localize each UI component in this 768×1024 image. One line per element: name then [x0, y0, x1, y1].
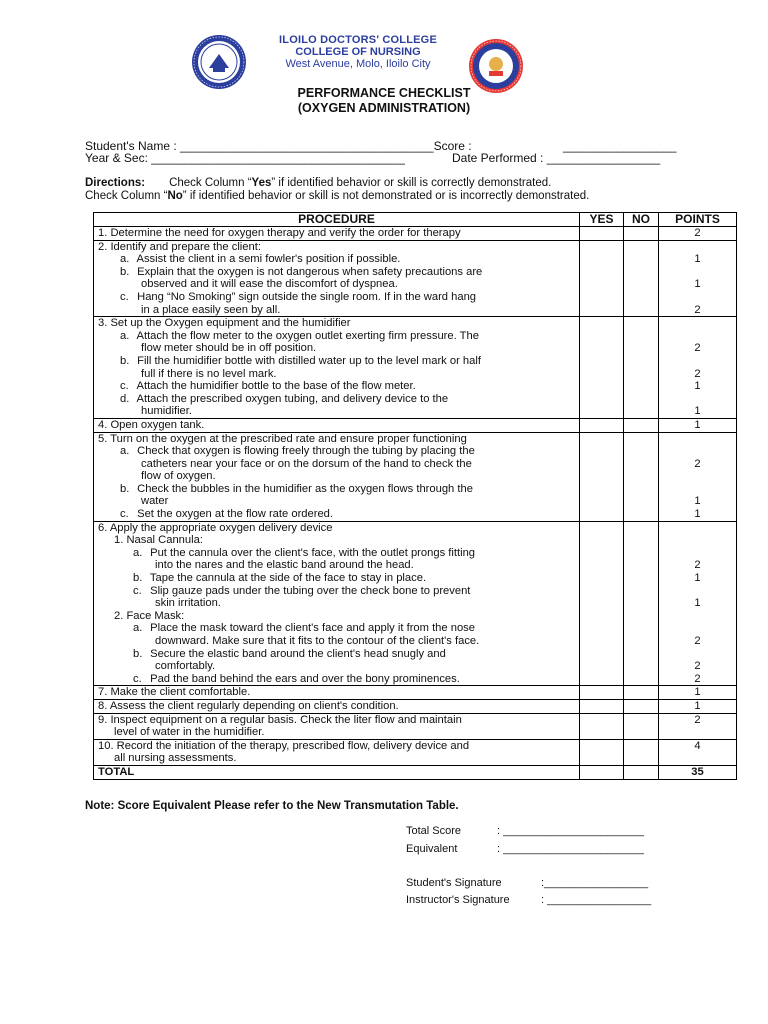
procedure-line [98, 227, 575, 240]
procedure-text: 6. Apply the appropriate oxygen delivery device [98, 521, 333, 534]
procedure-text: Slip gauze pads under the tubing over the check bone to prevent [150, 584, 471, 597]
procedure-line [98, 368, 575, 381]
total-row [94, 765, 737, 779]
directions-label: Directions: [85, 177, 146, 189]
points-value: 2 [694, 635, 701, 647]
yes-checkbox-cell[interactable] [580, 227, 624, 241]
procedure-text: Fill the humidifier bottle with distilled water up to the level mark or half [137, 354, 481, 367]
procedure-text: full if there is no level mark. [141, 367, 277, 380]
points-cell [659, 713, 737, 739]
procedure-line [98, 610, 575, 623]
procedure-cell [94, 317, 580, 419]
step-marker: a. [120, 329, 130, 342]
points-value: 1 [694, 597, 701, 610]
procedure-line [98, 291, 575, 304]
points-value [663, 355, 732, 368]
procedure-text: Assist the client in a semi fowler's position if possible. [136, 253, 401, 266]
procedure-cell [94, 418, 580, 432]
procedure-cell [94, 713, 580, 739]
yes-checkbox-cell[interactable] [580, 739, 624, 765]
points-cell [659, 686, 737, 700]
procedure-line [98, 700, 575, 713]
yes-checkbox-cell[interactable] [580, 418, 624, 432]
table-header-row [94, 213, 737, 227]
no-checkbox-cell[interactable] [624, 739, 659, 765]
procedure-text: 5. Turn on the oxygen at the prescribed rate and ensure proper functioning [98, 432, 467, 445]
points-value: 1 [694, 699, 701, 712]
instructor-signature-label: Instructor's Signature [406, 894, 510, 906]
procedure-text: Attach the prescribed oxygen tubing, and delivery device to the [136, 392, 449, 405]
points-value [663, 610, 732, 623]
points-cell [659, 521, 737, 686]
directions-text: ” if identified behavior or skill is correctly demonstrated. [271, 177, 552, 189]
header [0, 34, 768, 90]
points-value: 2 [694, 672, 701, 685]
points-value: 2 [694, 559, 701, 572]
procedure-text: 8. Assess the client regularly depending on client's condition. [98, 699, 399, 712]
yes-checkbox-cell[interactable] [580, 686, 624, 700]
directions-text: Check Column “ [169, 177, 252, 189]
college-seal-icon [191, 34, 247, 90]
points-value [663, 534, 732, 547]
total-score-field[interactable]: : _______________________ [497, 825, 644, 837]
points-value: 1 [694, 405, 701, 418]
procedure-line [98, 380, 575, 393]
step-marker: b. [120, 482, 130, 495]
no-checkbox-cell[interactable] [624, 686, 659, 700]
yes-checkbox-cell[interactable] [580, 713, 624, 739]
procedure-text: 3. Set up the Oxygen equipment and the humidifier [98, 317, 351, 330]
no-checkbox-cell[interactable] [624, 713, 659, 739]
table-row [94, 227, 737, 241]
procedure-text: 7. Make the client comfortable. [98, 686, 251, 699]
procedure-line [98, 673, 575, 686]
step-marker: a. [133, 622, 143, 635]
step-marker: a. [120, 445, 130, 458]
procedure-line [98, 726, 575, 739]
step-marker: a. [133, 546, 143, 559]
total-points: 35 [659, 765, 737, 779]
points-value [663, 330, 732, 343]
directions-yes: Yes [251, 177, 272, 189]
procedure-text: Pad the band behind the ears and over the bony prominences. [150, 672, 460, 685]
header-no: NO [624, 213, 659, 227]
procedure-text: Hang “No Smoking” sign outside the single room. If in the ward hang [137, 290, 477, 303]
procedure-line [98, 622, 575, 635]
procedure-text: observed and it will ease the discomfort of dyspnea. [141, 278, 398, 291]
table-row [94, 686, 737, 700]
points-value: 4 [694, 739, 701, 752]
procedure-line [98, 740, 575, 753]
procedure-cell [94, 699, 580, 713]
note-text: Note: Score Equivalent Please refer to the New Transmutation Table. [85, 800, 459, 812]
step-marker: c. [120, 290, 129, 303]
procedure-line [98, 572, 575, 585]
points-value [663, 445, 732, 458]
points-value [663, 522, 732, 535]
points-value [663, 317, 732, 330]
procedure-text: Explain that the oxygen is not dangerous when safety precautions are [137, 265, 483, 278]
step-marker: c. [120, 508, 129, 521]
points-value: 1 [694, 380, 701, 393]
procedure-text: humidifier. [141, 405, 192, 418]
procedure-text: 10. Record the initiation of the therapy, prescribed flow, delivery device and [98, 739, 470, 752]
step-marker: a. [120, 253, 130, 266]
directions-no: No [167, 190, 183, 202]
points-value: 2 [694, 660, 701, 673]
total-score-label: Total Score [406, 825, 462, 837]
points-value [663, 752, 732, 765]
procedure-line [98, 534, 575, 547]
table-row [94, 521, 737, 686]
step-marker: b. [120, 265, 130, 278]
points-value [663, 266, 732, 279]
table-row [94, 432, 737, 521]
points-value [663, 291, 732, 304]
institution-block [248, 34, 468, 70]
procedure-text: 1. Nasal Cannula: [114, 534, 203, 547]
step-marker: c. [133, 584, 142, 597]
procedure-cell [94, 686, 580, 700]
checklist-table [93, 212, 737, 780]
procedure-line [98, 547, 575, 560]
procedure-text: 2. Face Mask: [114, 609, 185, 622]
college-seal-logo [191, 34, 247, 90]
points-cell [659, 317, 737, 419]
no-checkbox-cell[interactable] [624, 432, 659, 521]
points-value [663, 648, 732, 661]
procedure-text: 9. Inspect equipment on a regular basis. Check the liter flow and maintain [98, 713, 462, 726]
points-value: 1 [694, 572, 701, 585]
points-cell [659, 227, 737, 241]
procedure-text: 1. Determine the need for oxygen therapy and verify the order for therapy [98, 227, 461, 239]
procedure-text: into the nares and the elastic band around the head. [155, 559, 414, 572]
procedure-text: Check the bubbles in the humidifier as the oxygen flows through the [137, 482, 473, 495]
procedure-line [98, 585, 575, 598]
table-row [94, 240, 737, 317]
header-points: POINTS [659, 213, 737, 227]
procedure-line [98, 635, 575, 648]
points-cell [659, 432, 737, 521]
procedure-line [98, 686, 575, 699]
student-signature-field[interactable]: :_________________ [541, 877, 649, 889]
yes-checkbox-cell[interactable] [580, 240, 624, 317]
points-value: 1 [694, 686, 701, 699]
address: West Avenue, Molo, Iloilo City [285, 58, 431, 70]
procedure-text: all nursing assessments. [114, 752, 237, 765]
procedure-text: in a place easily seen by all. [141, 303, 281, 316]
points-value [663, 393, 732, 406]
directions-line-2 [85, 190, 589, 203]
procedure-line [98, 433, 575, 446]
header-procedure: PROCEDURE [94, 213, 580, 227]
procedure-line [98, 660, 575, 673]
procedure-line [98, 355, 575, 368]
table-row [94, 713, 737, 739]
procedure-text: Put the cannula over the client's face, with the outlet prongs fitting [150, 546, 476, 559]
directions-line-1 [85, 177, 551, 190]
page-subtitle: (OXYGEN ADMINISTRATION) [297, 101, 471, 115]
yes-checkbox-cell[interactable] [580, 432, 624, 521]
table-row [94, 739, 737, 765]
procedure-line [98, 483, 575, 496]
procedure-line [98, 419, 575, 432]
procedure-text: Attach the flow meter to the oxygen outlet exerting firm pressure. The [136, 329, 479, 342]
procedure-text: 4. Open oxygen tank. [98, 418, 205, 431]
student-signature-label: Student's Signature [406, 877, 502, 889]
directions-text: Check Column “ [85, 190, 168, 202]
step-marker: c. [120, 380, 129, 393]
directions-text: ” if identified behavior or skill is not demonstrated or is incorrectly demonstrated. [182, 190, 590, 202]
points-value: 2 [694, 457, 701, 470]
header-yes: YES [580, 213, 624, 227]
points-value: 2 [694, 342, 701, 355]
procedure-line [98, 445, 575, 458]
page-title: PERFORMANCE CHECKLIST [297, 86, 471, 100]
points-cell [659, 240, 737, 317]
instructor-signature-field[interactable]: : _________________ [541, 894, 652, 906]
points-value [663, 483, 732, 496]
points-value: 2 [694, 227, 701, 239]
yes-checkbox-cell[interactable] [580, 521, 624, 686]
points-value [663, 585, 732, 598]
procedure-cell [94, 521, 580, 686]
procedure-line [98, 458, 575, 471]
no-checkbox-cell [624, 765, 659, 779]
points-value [663, 241, 732, 254]
procedure-text: water [141, 495, 169, 508]
college-name: COLLEGE OF NURSING [295, 46, 421, 58]
procedure-text: Set the oxygen at the flow rate ordered. [137, 508, 334, 521]
points-cell [659, 699, 737, 713]
procedure-line [98, 405, 575, 418]
points-cell [659, 418, 737, 432]
procedure-line [98, 752, 575, 765]
procedure-line [98, 495, 575, 508]
procedure-text: Attach the humidifier bottle to the base of the flow meter. [136, 380, 416, 393]
procedure-line [98, 317, 575, 330]
points-value: 1 [694, 418, 701, 431]
points-value [663, 622, 732, 635]
institution-name: ILOILO DOCTORS' COLLEGE [279, 34, 437, 46]
procedure-text: Check that oxygen is flowing freely through the tubing by placing the [137, 445, 475, 458]
procedure-cell [94, 240, 580, 317]
points-cell [659, 739, 737, 765]
procedure-text: Place the mask toward the client's face and apply it from the nose [150, 622, 475, 635]
yes-checkbox-cell [580, 765, 624, 779]
points-value: 2 [694, 367, 701, 380]
table-row [94, 317, 737, 419]
points-value: 2 [694, 303, 701, 316]
yes-checkbox-cell[interactable] [580, 699, 624, 713]
procedure-line [98, 342, 575, 355]
procedure-line [98, 597, 575, 610]
points-value: 1 [694, 278, 701, 291]
procedure-line [98, 241, 575, 254]
procedure-text: catheters near your face or on the dorsum of the hand to check the [141, 457, 472, 470]
step-marker: c. [133, 672, 142, 685]
step-marker: b. [133, 572, 143, 585]
no-checkbox-cell[interactable] [624, 227, 659, 241]
step-marker: b. [120, 354, 130, 367]
procedure-text: Secure the elastic band around the client's head snugly and [150, 647, 446, 660]
procedure-cell [94, 432, 580, 521]
points-value: 1 [694, 253, 701, 266]
yes-checkbox-cell[interactable] [580, 317, 624, 419]
procedure-line [98, 559, 575, 572]
procedure-line [98, 508, 575, 521]
procedure-text: skin irritation. [155, 597, 221, 610]
no-checkbox-cell[interactable] [624, 699, 659, 713]
student-name-field[interactable]: Student's Name : ______________________________________Score : [85, 139, 472, 153]
points-value [663, 433, 732, 446]
equivalent-field[interactable]: : _______________________ [497, 843, 644, 855]
year-sec-field[interactable]: Year & Sec: ______________________________________ [85, 151, 405, 165]
procedure-line [98, 393, 575, 406]
equivalent-label: Equivalent [406, 843, 458, 855]
procedure-line [98, 253, 575, 266]
procedure-line [98, 522, 575, 535]
score-field[interactable]: _________________ [563, 139, 677, 153]
procedure-text: 2. Identify and prepare the client: [98, 240, 261, 253]
procedure-text: flow of oxygen. [141, 470, 216, 483]
no-checkbox-cell[interactable] [624, 240, 659, 317]
points-value [663, 726, 732, 739]
step-marker: b. [133, 647, 143, 660]
procedure-line [98, 278, 575, 291]
points-value: 1 [694, 495, 701, 508]
procedure-text: Tape the cannula at the side of the face to stay in place. [149, 572, 427, 585]
procedure-line [98, 648, 575, 661]
procedure-line [98, 266, 575, 279]
procedure-text: level of water in the humidifier. [114, 726, 265, 739]
points-value [663, 547, 732, 560]
procedure-line [98, 714, 575, 727]
total-label: TOTAL [94, 765, 580, 779]
points-value: 1 [694, 508, 701, 521]
step-marker: d. [120, 392, 130, 405]
no-checkbox-cell[interactable] [624, 521, 659, 686]
table-row [94, 699, 737, 713]
no-checkbox-cell[interactable] [624, 418, 659, 432]
procedure-line [98, 470, 575, 483]
procedure-text: downward. Make sure that it fits to the contour of the client's face. [155, 635, 480, 647]
procedure-text: comfortably. [155, 660, 216, 673]
date-performed-field[interactable]: Date Performed : _________________ [452, 151, 661, 165]
procedure-text: flow meter should be in off position. [141, 342, 317, 355]
no-checkbox-cell[interactable] [624, 317, 659, 419]
table-row [94, 418, 737, 432]
procedure-cell [94, 227, 580, 241]
procedure-line [98, 304, 575, 317]
procedure-cell [94, 739, 580, 765]
procedure-line [98, 330, 575, 343]
points-value: 2 [694, 713, 701, 726]
points-value [663, 470, 732, 483]
